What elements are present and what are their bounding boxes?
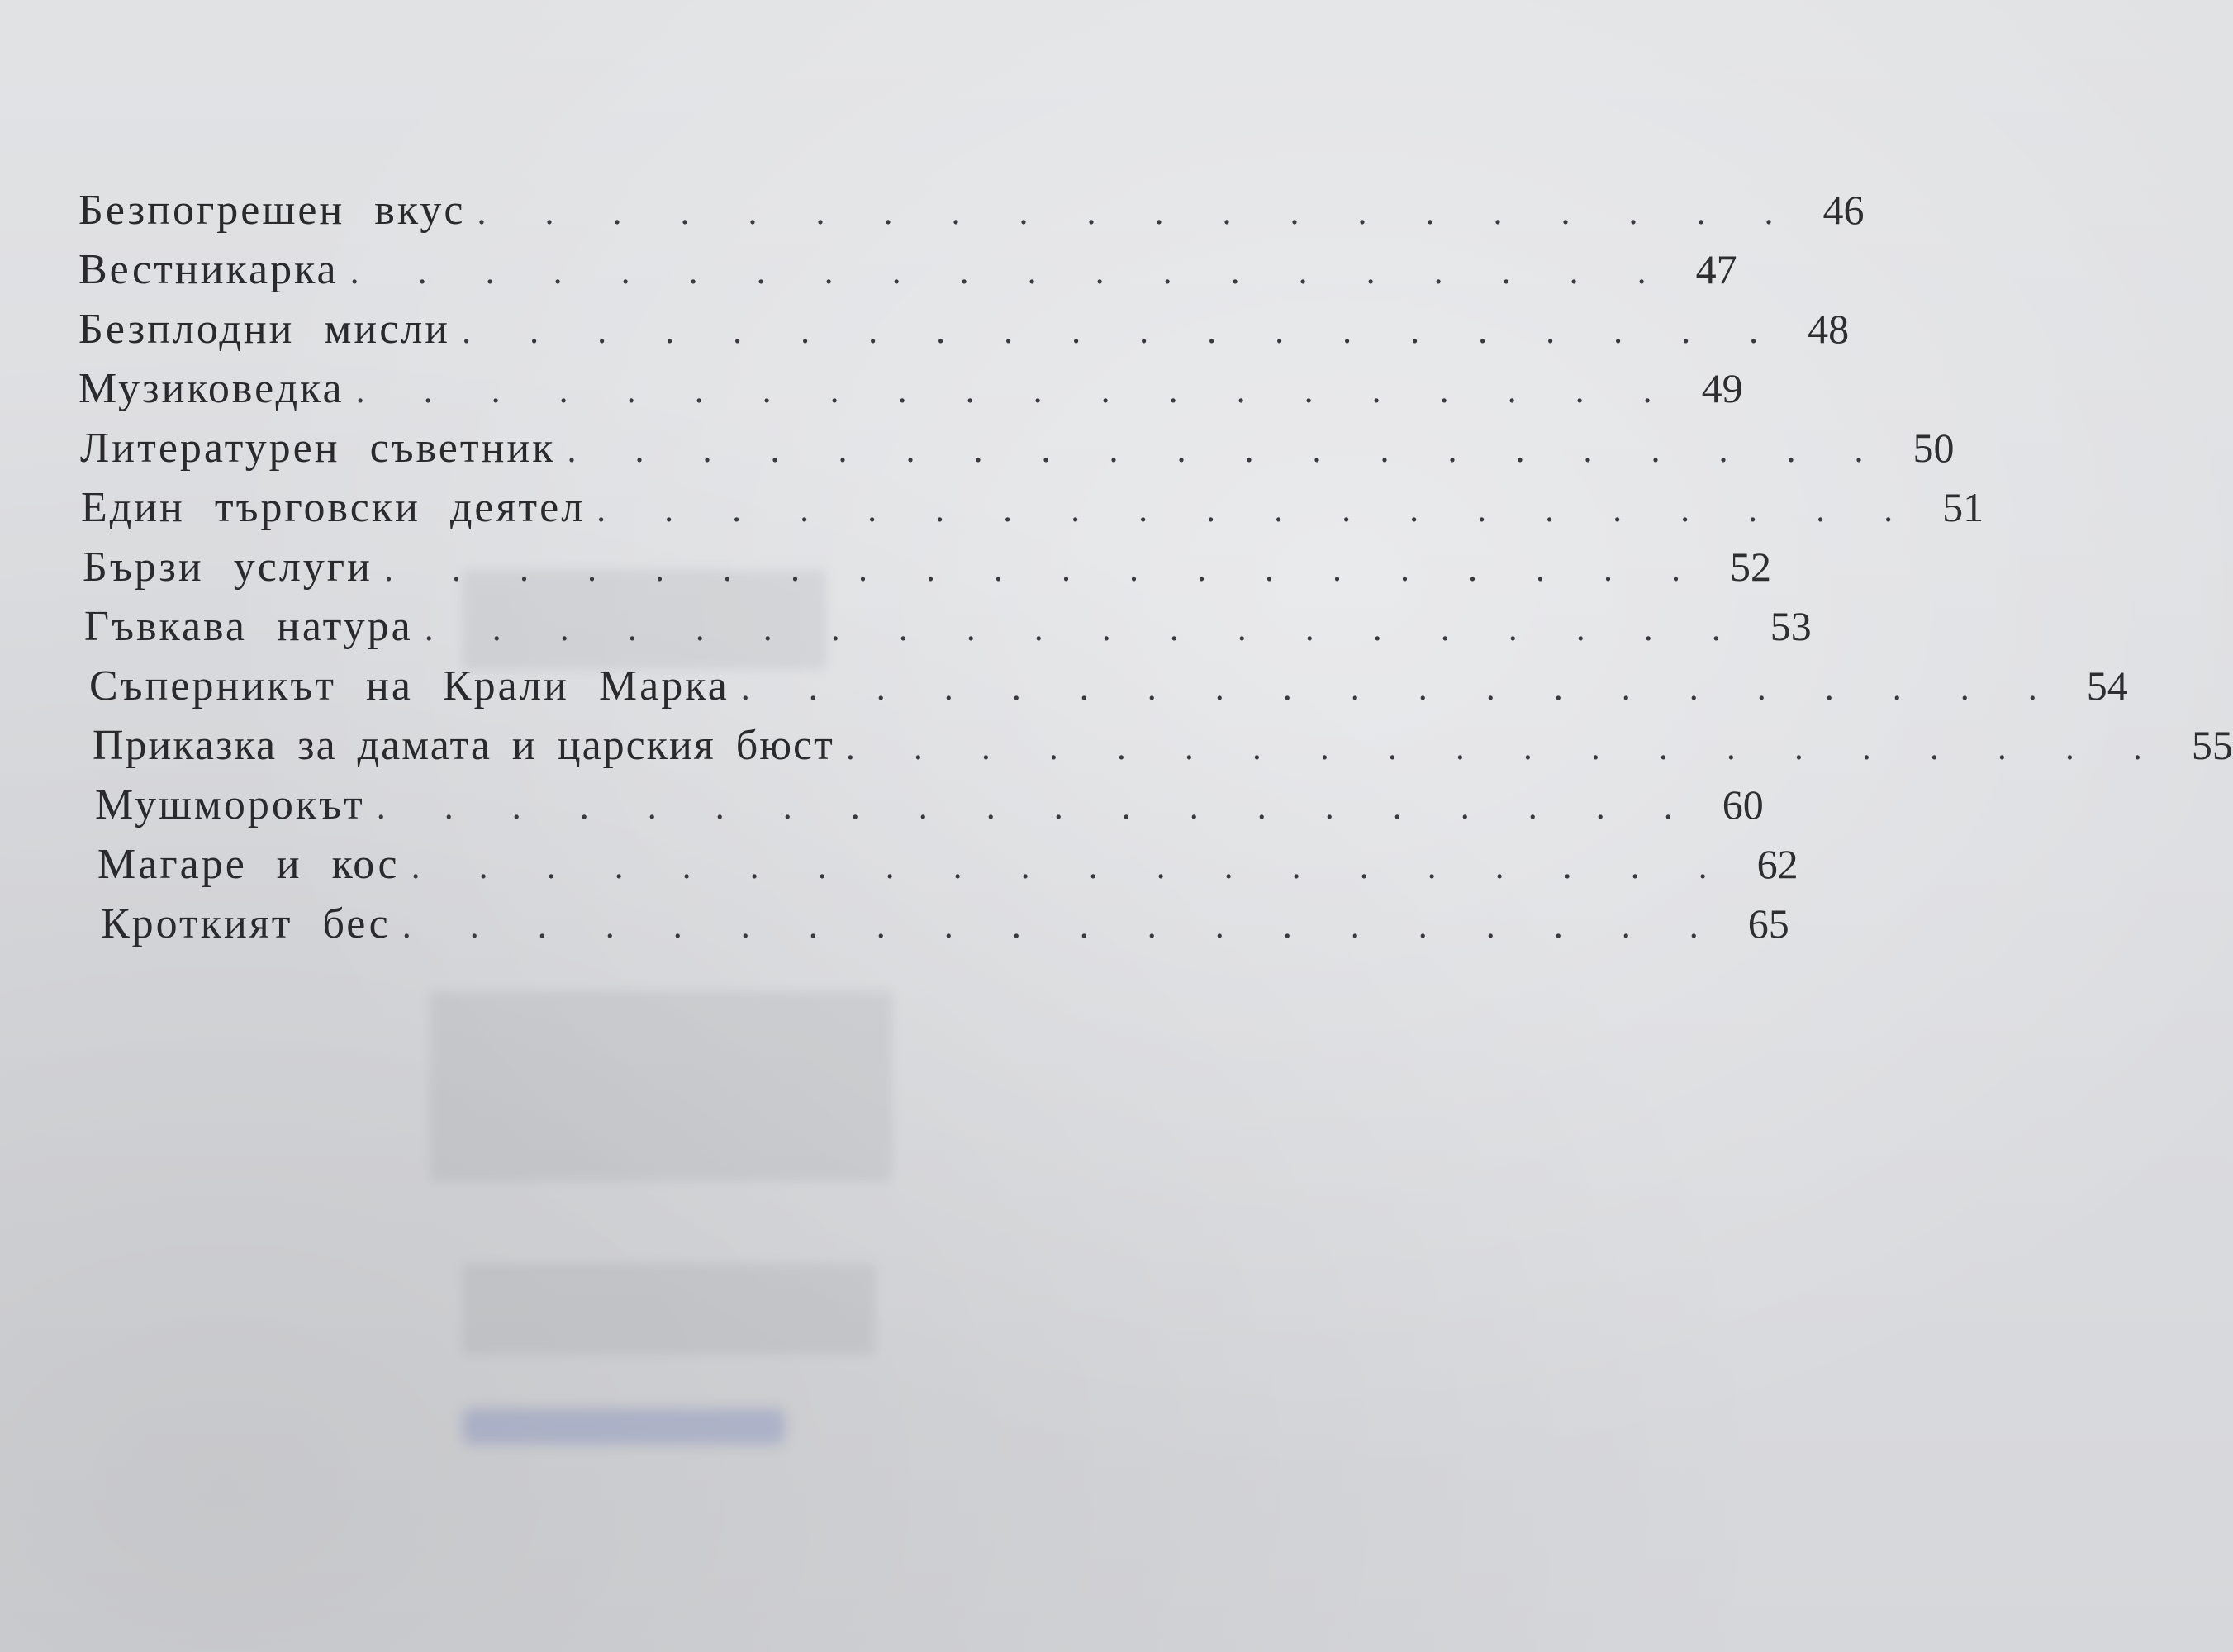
toc-entry: [0, 186, 1865, 245]
toc-entry-page: 51: [1942, 484, 1984, 530]
toc-entry-page: 50: [1912, 425, 1955, 471]
toc-entry: [0, 364, 1743, 424]
toc-entry-page: 46: [1822, 187, 1865, 233]
toc-entry-title: Безпогрешен вкус: [78, 187, 466, 234]
toc-entry: [0, 781, 1764, 840]
toc-entry-page: 65: [1747, 900, 1789, 947]
toc-entry: [0, 662, 2128, 721]
toc-entry-title: Бързи услуги: [83, 544, 373, 591]
toc-entry-title: Вестникарка: [78, 246, 339, 293]
toc-entry-page: 53: [1770, 603, 1812, 649]
dot-leader: . . . . . . . . . . . . . . . . . . . .: [462, 311, 1784, 351]
dot-leader: . . . . . . . . . . . . . . . . . . . .: [845, 727, 2167, 767]
toc-entry: [0, 900, 1789, 959]
toc-entry: [0, 424, 1955, 483]
toc-entry: [0, 840, 1798, 900]
dot-leader: . . . . . . . . . . . . . . . . . . . .: [383, 548, 1705, 589]
toc-entry: [0, 721, 2233, 781]
toc-entry: [0, 483, 1984, 543]
toc-entry-page: 55: [2191, 722, 2233, 768]
toc-entry-title: Съперникът на Крали Марка: [89, 662, 729, 710]
table-of-contents: [0, 186, 2233, 959]
dot-leader: . . . . . . . . . . . . . . . . . . . .: [740, 667, 2062, 708]
toc-entry-page: 49: [1701, 365, 1743, 411]
dot-leader: . . . . . . . . . . . . . . . . . . . .: [567, 430, 1889, 470]
dot-leader: . . . . . . . . . . . . . . . . . . . .: [401, 905, 1723, 946]
toc-entry: [0, 602, 1812, 662]
toc-entry-page: 48: [1808, 306, 1850, 352]
toc-entry-title: Музиковедка: [78, 365, 344, 412]
dot-leader: . . . . . . . . . . . . . . . . . . . .: [376, 786, 1698, 827]
stamp-bleed-through: [463, 1408, 785, 1445]
toc-entry: [0, 245, 1737, 305]
dot-leader: . . . . . . . . . . . . . . . . . . . .: [349, 251, 1671, 292]
dot-leader: . . . . . . . . . . . . . . . . . . . .: [424, 608, 1746, 648]
toc-entry-title: Приказка за дамата и царския бюст: [93, 722, 834, 769]
bleed-through-block: [463, 1264, 876, 1355]
toc-entry-page: 54: [2086, 662, 2128, 709]
toc-entry-title: Литературен съветник: [80, 425, 556, 472]
dot-leader: . . . . . . . . . . . . . . . . . . . .: [477, 192, 1798, 232]
dot-leader: . . . . . . . . . . . . . . . . . . . .: [596, 489, 1918, 529]
toc-entry-page: 47: [1695, 246, 1737, 292]
dot-leader: . . . . . . . . . . . . . . . . . . . .: [411, 846, 1732, 886]
bleed-through-block: [430, 991, 892, 1181]
toc-entry-page: 52: [1729, 544, 1771, 590]
toc-entry-title: Безплодни мисли: [78, 306, 451, 353]
toc-entry-title: Един търговски деятел: [81, 484, 586, 531]
toc-entry-title: Гъвкава натура: [84, 603, 413, 650]
toc-entry-page: 60: [1722, 781, 1764, 828]
toc-entry-title: Кроткият бес: [101, 900, 391, 947]
toc-entry-title: Мушморокът: [95, 781, 365, 828]
toc-entry-page: 62: [1756, 841, 1798, 887]
toc-entry: [0, 543, 1771, 602]
dot-leader: . . . . . . . . . . . . . . . . . . . .: [355, 370, 1677, 411]
toc-entry-title: Магаре и кос: [97, 841, 400, 888]
toc-entry: [0, 305, 1850, 364]
